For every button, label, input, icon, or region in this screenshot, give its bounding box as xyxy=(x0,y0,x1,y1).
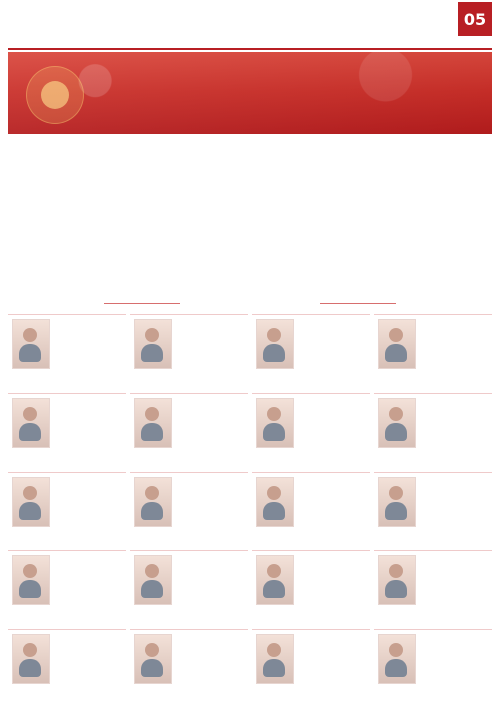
profile-name xyxy=(296,634,366,644)
person-photo xyxy=(256,477,294,527)
person-photo xyxy=(134,555,172,605)
profile-text xyxy=(418,664,490,704)
person-photo xyxy=(12,555,50,605)
profile-text xyxy=(174,585,246,625)
masthead-rule xyxy=(8,48,492,50)
emblem-icon xyxy=(26,66,84,124)
profile-title xyxy=(174,330,244,348)
profile-card xyxy=(374,550,492,625)
profile-title xyxy=(174,566,244,584)
profile-name xyxy=(296,398,366,408)
profile-name xyxy=(52,477,122,487)
profile-card xyxy=(252,393,370,468)
profile-title xyxy=(174,409,244,427)
person-photo xyxy=(12,398,50,448)
profile-title xyxy=(418,409,488,427)
profile-name xyxy=(296,319,366,329)
profile-text xyxy=(174,428,246,468)
profile-title xyxy=(52,488,122,506)
profile-text xyxy=(418,428,490,468)
profile-title xyxy=(52,409,122,427)
profile-name xyxy=(174,555,244,565)
banner-subtitle xyxy=(354,108,474,124)
profile-name xyxy=(174,319,244,329)
profile-name xyxy=(52,634,122,644)
profile-title xyxy=(296,566,366,584)
profile-title xyxy=(418,330,488,348)
person-photo xyxy=(256,319,294,369)
profile-name xyxy=(418,555,488,565)
profile-name xyxy=(418,477,488,487)
profile-text xyxy=(418,585,490,625)
profile-name xyxy=(52,555,122,565)
person-photo xyxy=(134,634,172,684)
profile-name xyxy=(418,398,488,408)
profile-card xyxy=(8,314,126,389)
profile-title xyxy=(52,645,122,663)
profile-title xyxy=(418,645,488,663)
profile-name xyxy=(174,634,244,644)
paper-name xyxy=(14,4,100,26)
profile-card xyxy=(8,550,126,625)
profile-card xyxy=(374,393,492,468)
person-photo xyxy=(12,319,50,369)
profile-text xyxy=(174,349,246,389)
intro-column xyxy=(254,210,368,292)
article-byline xyxy=(90,194,410,204)
profile-card xyxy=(130,629,248,704)
profile-card xyxy=(252,629,370,704)
profile-card xyxy=(130,550,248,625)
profile-grid xyxy=(8,314,492,704)
profile-card xyxy=(8,393,126,468)
profile-title xyxy=(418,566,488,584)
person-photo xyxy=(12,634,50,684)
profile-card xyxy=(130,393,248,468)
profile-name xyxy=(296,555,366,565)
profile-name xyxy=(52,398,122,408)
profile-card xyxy=(374,472,492,547)
profile-name xyxy=(418,319,488,329)
profile-card xyxy=(130,314,248,389)
section-tag xyxy=(188,296,312,310)
profile-title xyxy=(52,566,122,584)
profile-title xyxy=(296,488,366,506)
person-photo xyxy=(134,398,172,448)
profile-title xyxy=(296,409,366,427)
person-photo xyxy=(134,319,172,369)
profile-title xyxy=(52,330,122,348)
profile-card xyxy=(252,314,370,389)
intro-column xyxy=(10,210,124,292)
article-intro xyxy=(10,210,490,292)
person-photo xyxy=(378,319,416,369)
section-divider xyxy=(104,303,180,304)
article-headline xyxy=(28,155,472,193)
profile-text xyxy=(296,428,368,468)
person-photo xyxy=(378,634,416,684)
person-photo xyxy=(12,477,50,527)
section-name xyxy=(398,6,450,28)
profile-name xyxy=(174,398,244,408)
profile-text xyxy=(52,428,124,468)
person-photo xyxy=(378,477,416,527)
person-photo xyxy=(256,398,294,448)
intro-column xyxy=(376,210,490,292)
profile-text xyxy=(296,349,368,389)
person-photo xyxy=(378,555,416,605)
profile-title xyxy=(174,488,244,506)
profile-text xyxy=(418,349,490,389)
person-photo xyxy=(256,634,294,684)
profile-text xyxy=(174,507,246,547)
profile-text xyxy=(296,585,368,625)
profile-card xyxy=(8,472,126,547)
intro-column xyxy=(132,210,246,292)
profile-text xyxy=(52,507,124,547)
profile-card xyxy=(8,629,126,704)
profile-text xyxy=(418,507,490,547)
profile-name xyxy=(52,319,122,329)
profile-text xyxy=(296,664,368,704)
profile-text xyxy=(52,349,124,389)
hero-banner xyxy=(8,52,492,134)
section-divider xyxy=(320,303,396,304)
date-line xyxy=(304,33,444,43)
profile-card xyxy=(374,314,492,389)
profile-card xyxy=(252,472,370,547)
profile-text xyxy=(52,585,124,625)
person-photo xyxy=(378,398,416,448)
profile-name xyxy=(296,477,366,487)
profile-card xyxy=(252,550,370,625)
person-photo xyxy=(134,477,172,527)
profile-text xyxy=(174,664,246,704)
article-kicker xyxy=(40,140,460,154)
profile-title xyxy=(296,645,366,663)
profile-title xyxy=(418,488,488,506)
profile-text xyxy=(296,507,368,547)
profile-text xyxy=(52,664,124,704)
profile-name xyxy=(174,477,244,487)
profile-title xyxy=(174,645,244,663)
profile-card xyxy=(130,472,248,547)
profile-card xyxy=(374,629,492,704)
masthead xyxy=(8,2,492,48)
person-photo xyxy=(256,555,294,605)
page-number: 05 xyxy=(458,2,492,36)
profile-title xyxy=(296,330,366,348)
profile-name xyxy=(418,634,488,644)
banner-title xyxy=(106,68,396,102)
